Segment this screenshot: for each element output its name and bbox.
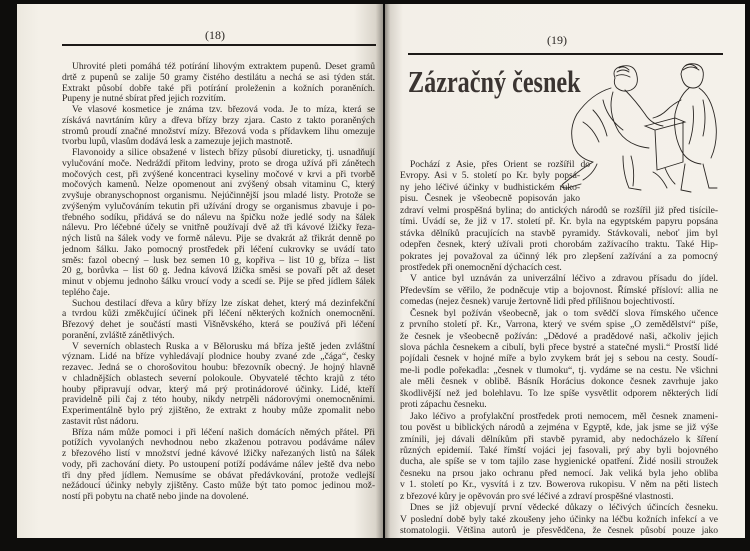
paragraph — [62, 342, 375, 428]
text-line: z březové kůry je opěvován pro své léčivé a zdraví prospěšné vlastnosti. — [400, 490, 674, 502]
text-line: škodlivější než jed bolehlavu. To lze spíše vysvětlit odporem některých lidí — [400, 387, 718, 399]
paragraph — [62, 299, 375, 342]
text-line: z březového listí v množství jedné kávové lžičky nařezaných listů na šálek — [62, 449, 375, 459]
text-line: tvorbu lupů, vlasům dodává lesk a zamezuje jejich mastnotě. — [62, 137, 293, 148]
paragraph — [400, 273, 718, 307]
text-line: Evropy. Asi v 5. století po Kr. byly popsá- — [400, 170, 580, 182]
paragraph — [400, 308, 718, 411]
left-figure-head — [614, 66, 637, 91]
text-line: V poslední době byly také zkoušeny jeho účinky na léčbu kožních infekcí a ve — [400, 513, 718, 525]
text-line: v 1. století po Kr., vysvítá i z tzv. Bowerova rukopisu. V něm na pěti listech — [400, 479, 718, 491]
text-line: odepřen česnek, který užívali proti chorobám zažívacího traktu. Také Hip- — [400, 239, 718, 251]
text-line: Extrakt působí dobře také při potírání proleženin a kožních poraněních. — [62, 83, 375, 94]
text-line: jednom šálku. Jako pomocný prostředek při léčení cukrovky se uvádí tato — [62, 244, 375, 255]
paragraph — [400, 411, 718, 503]
text-line: ducha, ale spíše se v tom tajilo zase hygienické opatření. Židé nosili stroužek — [400, 456, 718, 468]
header-rule-left — [62, 44, 376, 46]
text-line: stromů proudí značné množství mízy. Březová voda s přídavkem lihu omezuje — [62, 126, 375, 137]
text-line: stávka dělníků pracujících na stavbě pyramidy. Stávkovali, neboť jim byl — [400, 227, 718, 239]
text-line: prostředek při onemocnění dýchacích cest. — [400, 261, 562, 273]
text-line: pokrates jej považoval za účinný lék pro zlepšení zažívání a za pomocný — [400, 250, 718, 262]
text-line: zvyšuje obranyschopnost organismu. Nejúčinnější jsou mladé listy. Protože se — [62, 191, 375, 201]
text-line: pravidelně pili čaj z této houby, nikdy netrpěli nádorovými onemocněními. — [62, 395, 375, 406]
text-line: tři dny před jídlem. Nemusíme se obávat předávkování, protože vedlejší — [62, 470, 375, 481]
paragraph — [400, 159, 718, 273]
paragraph — [62, 62, 375, 105]
paragraph — [62, 105, 375, 148]
text-line: zdraví velmi prospěšná bylina; do antických národů se rozšířil již před tisícile- — [400, 204, 718, 216]
text-line: močových kamenů. Nelze opomenout ani zvýšený obsah vitaminu C, který — [62, 180, 375, 191]
text-line: vody, při zachování diety. Po ustoupení potíží podáváme nálev ještě dva nebo — [62, 459, 375, 470]
page-number-right: (19) — [547, 33, 567, 47]
text-line: Experimentálně bylo prý zjištěno, že extrakt z houby může zpomalit nebo — [62, 406, 375, 416]
text-line: nežádoucí účinky nebyly zjištěny. Často může být tato pomoc jedinou mož- — [62, 481, 375, 492]
text-line: 20 g, borůvka – list 60 g. Jedna kávová lžička směsi se povaří pět až deset — [62, 266, 375, 277]
text-line: zmínili, jej dávali dělníkům při stavbě pyramid, aby nedocházelo k šíření — [400, 433, 718, 445]
text-line: stomatologii. Většina autorů je přesvědčena, že česnek působí pouze jako — [400, 525, 718, 536]
chapter-title: Zázračný česnek — [408, 64, 581, 99]
text-line: Flavonoidy a silice obsažené v listech břízy působí diureticky, tj. usnadňují — [72, 148, 375, 158]
text-line: pisu. Česnek je všeobecně popisován jako — [400, 193, 580, 205]
text-line: teplého čaje. — [62, 287, 110, 298]
text-line: Pochází z Asie, přes Orient se rozšířil do — [410, 159, 590, 170]
text-line: slova páchla česnekem a cibulí, byli přece bystré a statečné mysli.“ Prostší lidé — [400, 342, 718, 353]
text-line: Uhrovité pleti pomáhá též potírání lihovým extraktem pupenů. Deset gramů — [72, 62, 375, 72]
paragraph — [400, 502, 718, 536]
text-line: ných listů na šálek vody ve formě nálevu. Pije se dvakrát až třikrát denně po — [62, 234, 375, 244]
right-page-text — [400, 159, 718, 536]
text-line: Březový dehet je součástí masti Višněvského, která se používá při léčení — [62, 320, 375, 330]
left-page-text — [62, 62, 375, 503]
text-line: že česnek je všeobecně požíván: „Dědové a pradědové naši, ačkoliv jejich — [400, 330, 718, 342]
text-line: třebného sodíku, přidává se do nálevu na špičku nože jedlé sody na šálek — [62, 212, 375, 223]
text-line: nálevu. Pro léčebné účely se vnitřně používají dvě až tři kávové lžičky řeza- — [62, 223, 375, 234]
paragraph — [62, 148, 375, 299]
text-line: v chladnějších oblastech severní polokoule. Obyvatelé těchto krajů z této — [62, 373, 375, 384]
text-line: Suchou destilací dřeva a kůry břízy lze získat dehet, který má dezinfekční — [72, 298, 375, 309]
text-line: drtě z pupenů se zalije 50 gramy čistého destilátu a nechá se asi týden stát. — [62, 72, 375, 83]
text-line: comedas (nejez česnek) varuje žertovně lidi před přílišnou bojechtivostí. — [400, 296, 675, 308]
text-line: V antice byl uznáván za univerzální léčivo a zdravou přísadu do jídel. — [410, 273, 718, 285]
text-line: směs: fazol obecný – lusk bez semen 10 g, kopřiva – list 10 g, bříza – list — [62, 255, 375, 266]
text-line: potížích vyvolaných nevhodnou nebo zkaženou potravou podáváme nálev — [62, 438, 375, 449]
text-line: Především se věřilo, že podněcuje vtip a bojovnost. Římské přísloví: allia ne — [400, 284, 718, 296]
text-line: vylučování moče. Nedráždí přitom ledviny, proto se droga užívá při zánětech — [62, 158, 375, 169]
text-line: ny jeho léčivé účinky v budhistickém ruko- — [400, 181, 580, 193]
text-line: Bříza nám může pomoci i při léčení našich domácích němých přátel. Při — [72, 427, 375, 438]
text-line: tou pověst u biblických národů a zejména v Egyptě, kde, jak jsme se již výše — [400, 422, 718, 434]
page-number-left: (18) — [205, 28, 225, 42]
paragraph — [62, 428, 375, 503]
text-line: Česnek byl požíván všeobecně, jak o tom svědčí slova římského učence — [410, 307, 718, 319]
text-line: česneku na prsou jako ochranu před nemocí. Jak veliká byla jeho obliba — [400, 467, 718, 479]
text-line: me-li podle pořekadla: „česnek v tlumoku“, tj. vydáme se na cestu. Ne všichni — [400, 364, 718, 376]
text-line: rezavec. Jedná se o chorošovitou houbu: březovník obecný. Je hojný hlavně — [62, 363, 375, 373]
text-line: a tvrdou kůži změkčující účinek při léčení některých kožních onemocnění. — [62, 309, 375, 320]
text-line: Ve vlasové kosmetice je známa tzv. březová voda. Je to míza, která se — [72, 105, 375, 115]
text-line: houby připravují odvar, který má prý protinádorové účinky. Lidé, kteří — [62, 384, 375, 395]
text-line: V severních oblastech Ruska a v Bělorusku má bříza ještě jeden zvláštní — [72, 341, 375, 352]
text-line: význam. Lidé na bříze vyhledávají plodnice houby zvané zde „čága“, česky — [62, 352, 375, 363]
text-line: ale měli česnek v oblibě. Básník Horácius dokonce česnek zavrhuje jako — [400, 376, 718, 388]
text-line: Pupeny je nutné sbírat před jejich rozvitím. — [62, 94, 226, 105]
text-line: zvýšeným vylučováním tekutin při užívání drogy se organismus zbavuje i po- — [62, 201, 375, 212]
text-line: různých epidemií. Také římští vojáci jej fasovali, prý aby byli bojovného — [400, 444, 718, 456]
text-line: tími. Uvádí se, že již v 17. století př. Kr. byla na egyptském papyru popsána — [400, 216, 718, 228]
text-line: zastavit růst nádoru. — [62, 416, 139, 427]
text-line: ností při pobytu na chatě nebo jinde na dovolené. — [62, 492, 249, 502]
text-line: pojídali česnek v hojné míře a bylo zvykem brát jej s sebou na cesty. Soudí- — [400, 353, 718, 365]
text-line: minut v objemu jednoho šálku vroucí vody a scedí se. Pije se před jídlem šálek — [62, 277, 375, 287]
text-line: močových cest, při zvýšené koncentraci kyseliny močové v krvi a při tvorbě — [62, 169, 375, 180]
text-line: poranění, zvláště zánětlivých. — [62, 330, 175, 341]
header-rule-right — [408, 53, 723, 55]
text-line: Dnes se již objevují první vědecké důkazy o léčivých účincích česneku. — [410, 502, 718, 514]
text-line: Jako léčivo a profylakční prostředek proti nemocem, měl česnek znameni- — [410, 410, 718, 422]
text-line: získává navrtáním kůry a dřeva břízy brzy zjara. Často z takto poraněných — [62, 115, 375, 126]
text-line: z prvního století př. Kr., Varrona, který ve svém spise „O zemědělství“ píše, — [400, 319, 718, 331]
text-line: proti zápachu česneku. — [400, 399, 487, 411]
